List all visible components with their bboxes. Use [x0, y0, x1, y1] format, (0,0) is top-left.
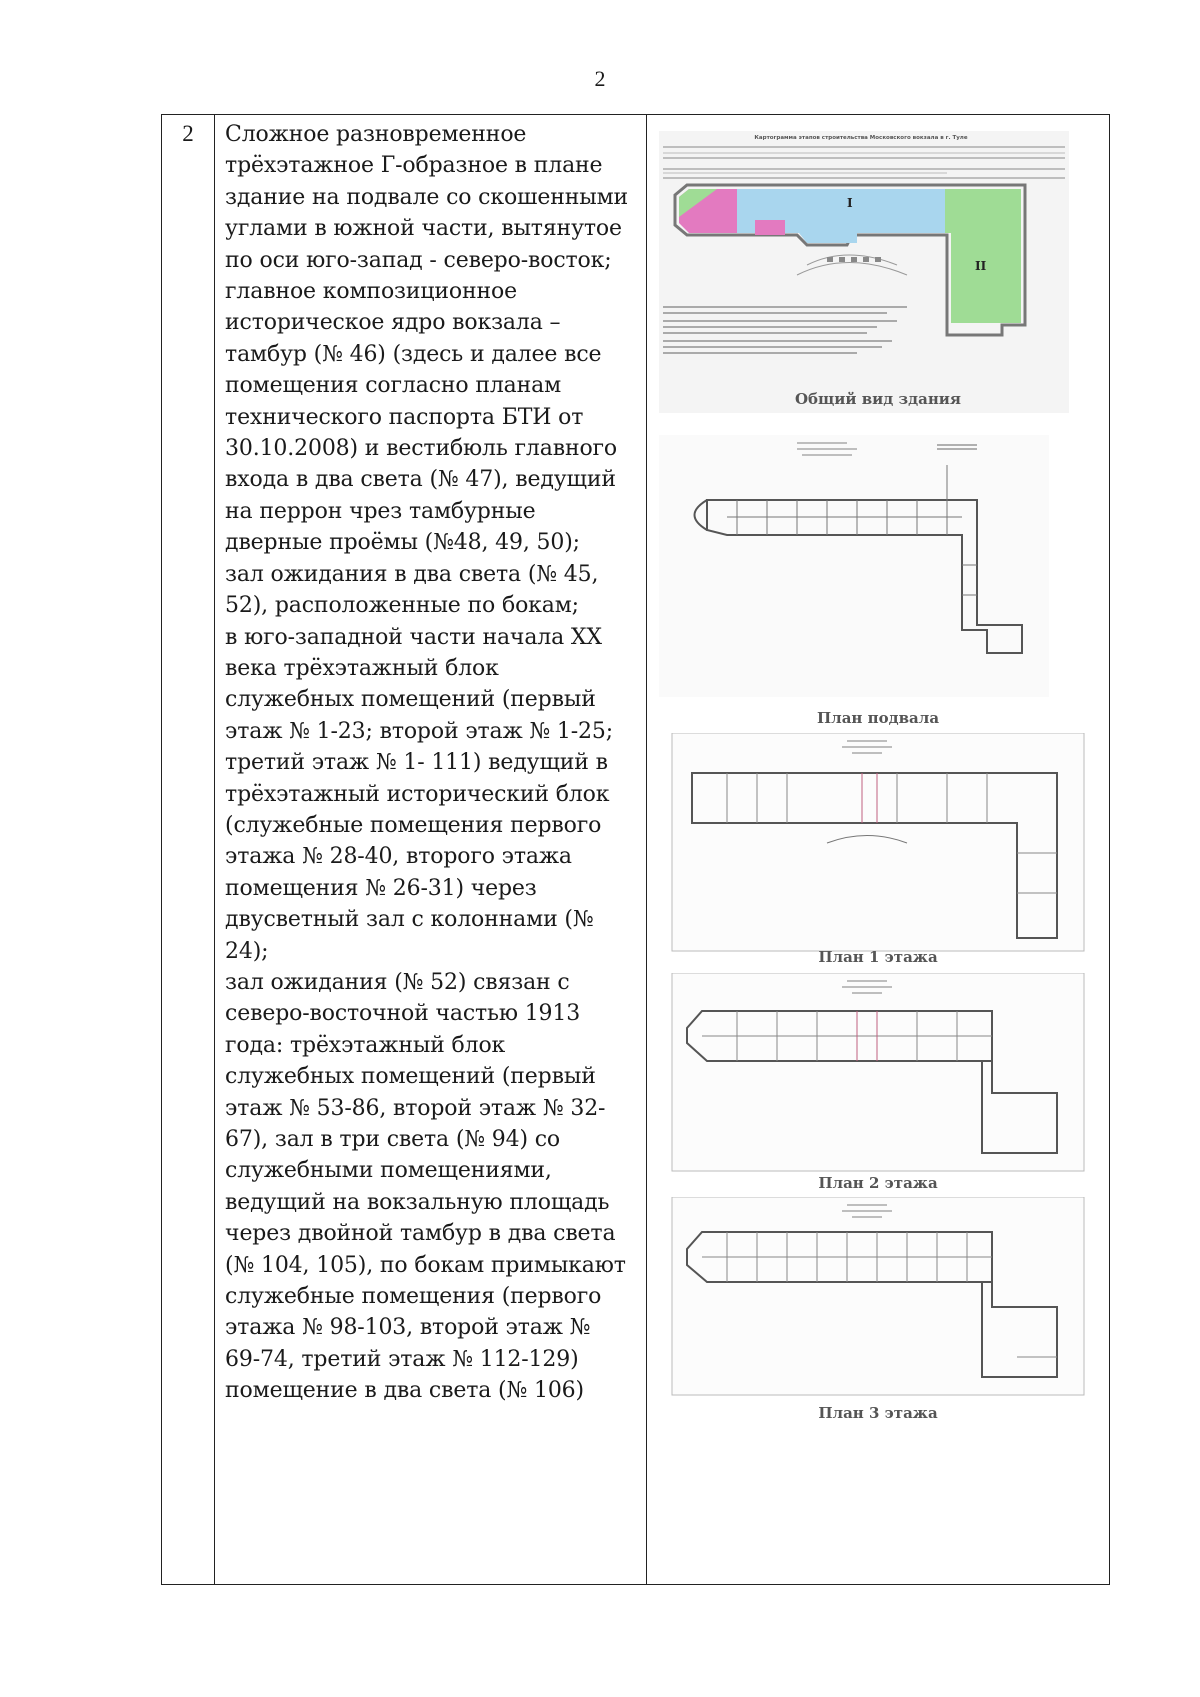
description-line: 67), зал в три света (№ 94) со: [225, 1127, 561, 1152]
zone-2-label: II: [974, 259, 986, 273]
description-line: служебными помещениями,: [225, 1158, 552, 1184]
table-row: [162, 115, 1110, 1585]
description-line: помещения № 26-31) через: [225, 875, 537, 901]
description-line: третий этаж № 1- 111) ведущий в: [225, 750, 608, 776]
description-line: этажа № 28-40, второго этажа: [225, 844, 572, 870]
description-line: северо-восточной частью 1913: [225, 1001, 581, 1027]
description-line: зал ожидания (№ 52) связан с: [225, 969, 570, 995]
description-line: по оси юго-запад - северо-восток;: [225, 247, 612, 273]
description-line: через двойной тамбур в два света: [225, 1221, 616, 1247]
description-line: входа в два света (№ 47), ведущий: [225, 467, 616, 493]
description-line: 30.10.2008) и вестибюль главного: [225, 436, 618, 462]
description-line: помещения согласно планам: [225, 373, 562, 399]
description-line: историческое ядро вокзала –: [225, 310, 561, 336]
description-line: в юго-западной части начала XX: [225, 624, 602, 650]
row-number: 2: [162, 115, 215, 1585]
description-line: ведущий на вокзальную площадь: [225, 1189, 610, 1215]
description-text: [225, 119, 637, 1407]
document-table: [161, 114, 1110, 1585]
description-line: служебных помещений (первый: [225, 687, 596, 713]
description-line: этаж № 1-23; второй этаж № 1-25;: [225, 718, 614, 744]
basement-plan-figure: [647, 435, 1110, 700]
description-line: (служебные помещения первого: [225, 812, 602, 838]
floor2-plan-figure: [647, 973, 1110, 1173]
description-line: этажа № 98-103, второй этаж №: [225, 1315, 591, 1341]
basement-plan-image: [647, 435, 1110, 700]
description-line: углами в южной части, вытянутое: [225, 216, 622, 242]
description-line: 69-74, третий этаж № 112-129): [225, 1346, 579, 1372]
floor3-plan-caption: План 3 этажа: [818, 1404, 938, 1422]
description-line: здание на подвале со скошенными: [225, 184, 629, 210]
description-line: дверные проёмы (№48, 49, 50);: [225, 530, 580, 556]
description-line: служебные помещения (первого: [225, 1284, 602, 1310]
description-line: помещение в два света (№ 106): [225, 1378, 584, 1404]
cartogram-title: Картограмма этапов строительства Московского вокзала в г. Туле: [753, 135, 968, 141]
description-line: служебных помещений (первый: [225, 1064, 596, 1090]
description-line: тамбур (№ 46) (здесь и далее все: [225, 341, 602, 367]
general-view-figure: [647, 125, 1110, 425]
description-line: на перрон чрез тамбурные: [225, 498, 536, 524]
floor1-plan-caption: План 1 этажа: [818, 948, 938, 966]
floor1-plan-figure: [647, 733, 1110, 953]
description-line: 52), расположенные по бокам;: [225, 593, 579, 619]
figures-cell: [646, 115, 1110, 1585]
description-line: века трёхэтажный блок: [225, 655, 499, 681]
description-line: этаж № 53-86, второй этаж № 32-: [225, 1095, 606, 1121]
description-line: трёхэтажное Г-образное в плане: [225, 153, 603, 179]
row-description: [215, 115, 646, 1585]
floor3-plan-image: [647, 1197, 1110, 1397]
floor2-plan-image: [647, 973, 1110, 1173]
description-line: 24);: [225, 938, 269, 964]
floor3-plan-figure: [647, 1197, 1110, 1397]
floor1-plan-image: [647, 733, 1110, 953]
description-line: (№ 104, 105), по бокам примыкают: [225, 1252, 626, 1278]
floor2-plan-caption: План 2 этажа: [818, 1174, 938, 1192]
description-line: двусветный зал с колоннами (№: [225, 907, 594, 933]
general-view-caption: Общий вид здания: [794, 390, 962, 408]
zone-1-label: I: [846, 196, 853, 210]
description-line: года: трёхэтажный блок: [225, 1032, 506, 1058]
description-line: технического паспорта БТИ от: [225, 404, 584, 430]
description-line: Сложное разновременное: [225, 122, 527, 147]
description-line: зал ожидания в два света (№ 45,: [225, 561, 599, 587]
description-line: главное композиционное: [225, 279, 517, 305]
cartogram-image: [647, 125, 1110, 425]
basement-plan-caption: План подвала: [816, 709, 940, 727]
page-number: 2: [594, 66, 606, 91]
description-line: трёхэтажный исторический блок: [225, 781, 610, 807]
